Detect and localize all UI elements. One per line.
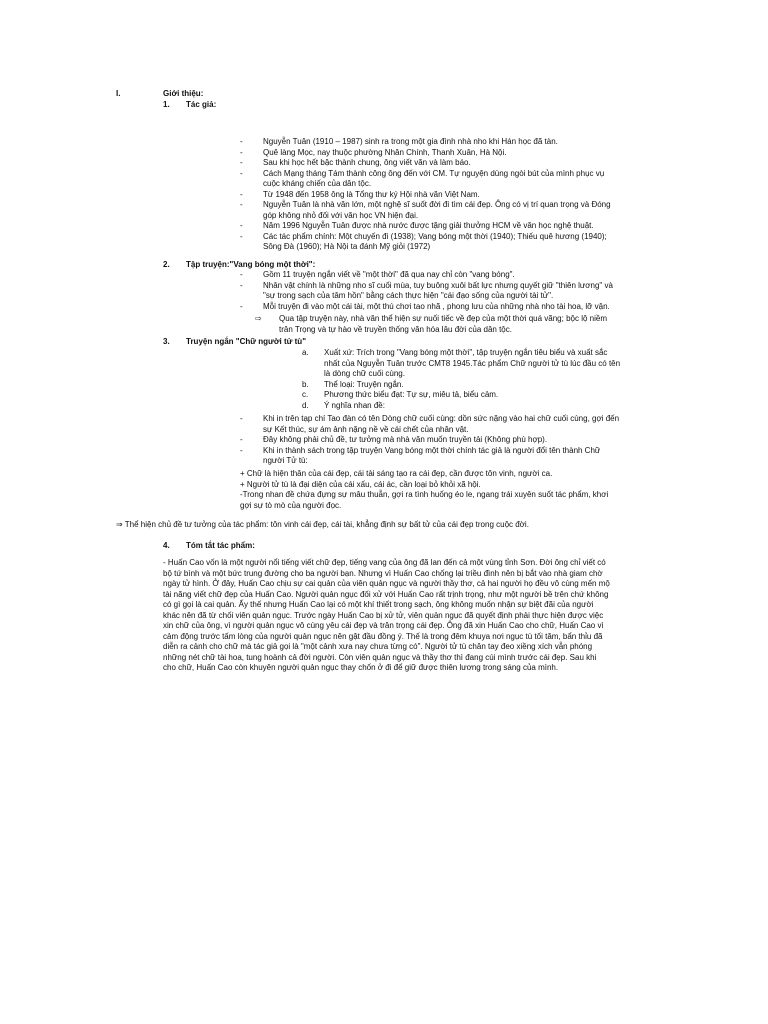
story-bullet-line: người Tử tù: xyxy=(263,456,308,465)
lettered-item-line: Thể loại: Truyện ngắn. xyxy=(324,379,404,389)
author-bullet xyxy=(238,137,658,148)
item-letter: b. xyxy=(302,379,309,389)
author-bullet xyxy=(238,221,658,232)
collection-heading: Tập truyện:"Vang bóng một thời": xyxy=(186,260,316,269)
story-number: 3. xyxy=(163,337,170,346)
theme-conclusion: ⇒ Thể hiện chủ đề tư tưởng của tác phẩm: tôn vinh cái đẹp, cái tài, khẳng định sự bất tử của cái đẹp trong cuộc đời. xyxy=(116,520,529,529)
summary-line: khác nên đã từ chối viên quản ngục. Trước ngày Huấn Cao bị xử tử, viên quản ngục đã quyết định phải thực hiện được việc xyxy=(163,610,604,620)
bullet-dash: - xyxy=(240,158,243,167)
story-bullet-line: Khi in trên tạp chí Tao đàn có tên Dòng chữ cuối cùng: dồn sức nặng vào hai chữ cuối cùng, gợi đến xyxy=(263,414,620,423)
bullet-dash: - xyxy=(240,231,243,241)
bullet-dash: - xyxy=(240,280,243,290)
author-bullet-line: Quê làng Mọc, nay thuộc phường Nhân Chính, Thanh Xuân, Hà Nội. xyxy=(263,147,507,157)
author-bullet-line: Nguyễn Tuân là nhà văn lớn, một nghệ sĩ suốt đời đi tìm cái đẹp. Ông có vị trí quan trọng và Đóng xyxy=(263,200,611,209)
bullet-dash: - xyxy=(240,445,243,455)
story-bullet xyxy=(238,435,662,446)
bullet-dash: - xyxy=(240,147,243,157)
bullet-dash: - xyxy=(240,301,243,311)
story-heading: Truyện ngắn "Chữ người tử tù" xyxy=(186,337,306,346)
collection-bullet xyxy=(238,270,658,281)
arrow-icon: ⇨ xyxy=(255,314,262,323)
story-bullet-line: Khi in thành sách trong tập truyện Vang bóng một thời chính tác giả là người đổi tên thành Chữ xyxy=(263,445,601,455)
lettered-item xyxy=(302,390,662,401)
lettered-item xyxy=(302,380,662,391)
collection-number: 2. xyxy=(163,260,170,269)
summary-line: ngày tử hình. Ở đây, Huấn Cao chịu sự cai quản của viên quản ngục và người thầy thơ, cả hai người họ đều vô cùng mến mộ xyxy=(163,579,610,588)
summary-line: những nét chữ tài hoa, tung hoành cả đời người. Còn viên quản ngục và thầy thơ thì đang cúi mình trước cái đẹp. Sau khi xyxy=(163,652,597,662)
author-bullet xyxy=(238,169,658,190)
collection-conclusion xyxy=(279,314,607,335)
author-bullet-line: Cách Mạng tháng Tám thành công ông đến với CM. Tự nguyện dùng ngòi bút của mình phục vụ xyxy=(263,168,605,178)
story-bullet xyxy=(238,414,662,435)
bullet-dash: - xyxy=(240,200,243,209)
author-bullet-line: Năm 1996 Nguyễn Tuân được nhà nước được tặng giải thưởng HCM về văn học nghệ thuật. xyxy=(263,221,594,230)
collection-bullet xyxy=(238,302,658,313)
author-bullet xyxy=(238,232,658,253)
story-plus-line: + Chữ là hiện thân của cái đẹp, cái tài sáng tạo ra cái đẹp, cần được tôn vinh, người ca. xyxy=(240,469,553,478)
lettered-item xyxy=(302,348,662,380)
author-bullet xyxy=(238,190,658,201)
bullet-dash: - xyxy=(240,435,243,444)
summary-line: - Huấn Cao vốn là một người nổi tiếng viết chữ đẹp, tiếng vang của ông đã lan đến cả một vùng tỉnh Sơn. Đời ông chỉ viết có xyxy=(163,558,606,567)
collection-bullet-line: Mỗi truyện đi vào một cái tài, một thú chơi tao nhã , phong lưu của những nhà nho tài hoa, lỡ vận. xyxy=(263,301,610,311)
summary-paragraph xyxy=(163,558,610,674)
collection-conclusion-line: trân Trọng và tự hào về truyền thống văn hóa lâu đời của dân tộc. xyxy=(279,324,512,334)
bullet-dash: - xyxy=(240,414,243,423)
lettered-item-line: là dòng chữ cuối cùng. xyxy=(324,369,405,378)
author-bullet xyxy=(238,158,658,169)
author-bullet-line: cuộc kháng chiến của dân tộc. xyxy=(263,179,372,188)
author-bullet-line: góp không nhỏ đối với văn học VN hiện đại. xyxy=(263,210,419,220)
summary-line: cho chữ, Huấn Cao còn khuyên người quản ngục thay chốn ở đi để giữ được thiên lương trong sáng của mình. xyxy=(163,663,559,672)
author-bullet xyxy=(238,200,658,221)
item-letter: c. xyxy=(302,390,309,399)
summary-line: cảm động trước tấm lòng của người quản ngục nên gật đầu đồng ý. Thế là trong đêm khuya nơi ngục tù tối tăm, bẩn thỉu đã xyxy=(163,631,603,641)
story-plus-lines xyxy=(240,469,608,511)
collection-bullet-line: "sự trong sạch của tâm hồn" bằng cách thực hiện "cái đạo sống của người tài tử". xyxy=(263,291,554,300)
author-bullet-line: Nguyễn Tuân (1910 – 1987) sinh ra trong một gia đình nhà nho khi Hán học đã tàn. xyxy=(263,137,558,146)
summary-line: tài năng viết chữ đẹp của Huấn Cao. Người quản ngục đối xử với Huấn Cao rất trịnh trọng, như một người bề trên chứ không xyxy=(163,589,609,599)
lettered-item-line: nhất của Nguyễn Tuân trước CMT8 1945.Tác phẩm Chữ người tử tù lúc đầu có tên xyxy=(324,358,621,368)
item-letter: d. xyxy=(302,400,309,410)
summary-line: có gì gọi là cai quản. Ấy thế nhưng Huấn Cao lại có một khí thiết trong sạch, ông không muốn nhận sự biệt đãi của người xyxy=(163,600,594,609)
collection-bullet xyxy=(238,281,658,302)
collection-conclusion-line: Qua tập truyện này, nhà văn thể hiện sự nuối tiếc về đẹp của một thời quá vãng; bộc lộ niềm xyxy=(279,314,607,323)
bullet-dash: - xyxy=(240,270,243,279)
bullet-dash: - xyxy=(240,189,243,199)
story-lettered-list xyxy=(302,348,662,411)
author-heading: Tác giả: xyxy=(186,100,217,109)
collection-bullet-line: Gồm 11 truyện ngắn viết về "một thời" đã qua nay chỉ còn "vang bóng". xyxy=(263,270,515,279)
story-plus-line: + Người tử tù là đại diện của cái xấu, cái ác, cần loại bỏ khỏi xã hội. xyxy=(240,479,481,489)
author-number: 1. xyxy=(163,100,170,109)
section-title: Giới thiệu: xyxy=(163,89,204,98)
author-bullet xyxy=(238,148,658,159)
section-numeral: I. xyxy=(116,89,121,98)
author-bullet-list xyxy=(238,137,658,253)
summary-number: 4. xyxy=(163,541,170,550)
story-bullet-list xyxy=(238,414,662,467)
story-bullet-line: Đây không phải chủ đề, tư tưởng mà nhà văn muốn truyền tải (Không phù hợp). xyxy=(263,435,548,444)
story-plus-line: gợi sự tò mò của người đọc. xyxy=(240,500,342,510)
bullet-dash: - xyxy=(240,221,243,230)
story-bullet xyxy=(238,446,662,467)
lettered-item xyxy=(302,401,662,412)
author-bullet-line: Sau khi học hết bậc thành chung, ông viết văn và làm báo. xyxy=(263,158,471,167)
story-bullet-line: sự Kết thúc, sự ám ảnh nặng nề về cái chết của nhân vật. xyxy=(263,424,469,434)
summary-line: bộ tứ bình và một bức trung đường cho ba người bạn. Nhưng vì Huấn Cao chống lại triều đình nên bị bắt vào nhà giam chờ xyxy=(163,568,603,578)
story-plus-line: -Trong nhan đề chứa đựng sự mâu thuẫn, gợi ra tình huống éo le, ngang trái xuyên suốt tác phẩm, khơi xyxy=(240,490,609,499)
bullet-dash: - xyxy=(240,137,243,146)
summary-line: xin chữ của ông, vì người quản ngục vô cùng yêu cái đẹp và trân trọng cái đẹp. Ông đã xin Huấn Cao cho chữ, Huấn Cao vì xyxy=(163,621,604,630)
lettered-item-line: Phương thức biểu đạt: Tự sự, miêu tả, biểu cảm. xyxy=(324,390,499,399)
summary-line: diễn ra cảnh cho chữ mà tác giả gọi là "một cảnh xưa nay chưa từng có". Người tử tù chân tay đeo xiềng xích vẫn phóng xyxy=(163,642,593,651)
author-bullet-line: Từ 1948 đến 1958 ông là Tổng thư ký Hội nhà văn Việt Nam. xyxy=(263,189,480,199)
lettered-item-line: Ý nghĩa nhan đề: xyxy=(324,400,385,410)
collection-bullet-line: Nhân vật chính là những nho sĩ cuối mùa, tuy buông xuôi bất lực nhưng quyết giữ "thiên lương" và xyxy=(263,280,613,290)
collection-bullet-list xyxy=(238,270,658,312)
lettered-item-line: Xuất xứ: Trích trong "Vang bóng một thời", tập truyện ngắn tiêu biểu và xuất sắc xyxy=(324,348,608,357)
author-bullet-line: Các tác phẩm chính: Một chuyến đi (1938); Vang bóng một thời (1940); Thiếu quê hương (1940); xyxy=(263,231,607,241)
author-bullet-line: Sông Đà (1960); Hà Nội ta đánh Mỹ giỏi (1972) xyxy=(263,242,431,251)
summary-heading: Tóm tắt tác phẩm: xyxy=(186,541,255,550)
bullet-dash: - xyxy=(240,168,243,178)
item-letter: a. xyxy=(302,348,309,357)
